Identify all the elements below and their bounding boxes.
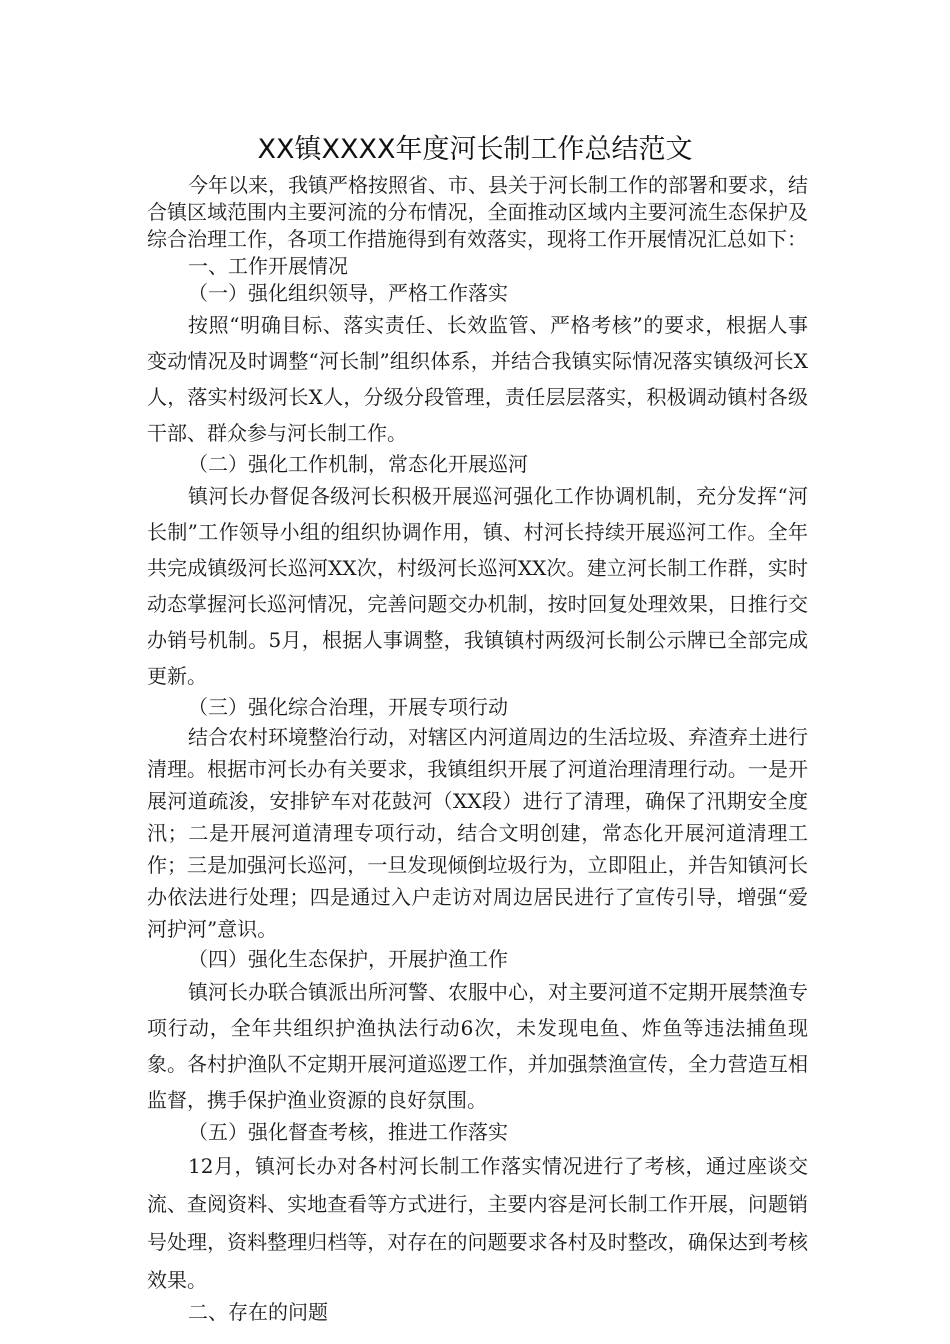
body-paragraph-2: 镇河长办督促各级河长积极开展巡河强化工作协调机制，充分发挥“河长制”工作领导小组的组织协调作用，镇、村河长持续开展巡河工作。全年共完成镇级河长巡河XX次，村级河长巡河XX次。建立河长制工作群，实时动态掌握河长巡河情况，完善问题交办机制，按时回复处理效果，日推行交办销号机制。5月，根据人事调整，我镇镇村两级河长制公示牌已全部完成更新。 (147, 484, 808, 688)
subsection-heading-3: （三）强化综合治理，开展专项行动 (188, 695, 508, 719)
body-paragraph-1: 按照“明确目标、落实责任、长效监管、严格考核”的要求，根据人事变动情况及时调整“河长制”组织体系，并结合我镇实际情况落实镇级河长X人，落实村级河长X人，分级分段管理，责任层层落实，积极调动镇村各级干部、群众参与河长制工作。 (147, 313, 808, 445)
intro-paragraph: 今年以来，我镇严格按照省、市、县关于河长制工作的部署和要求，结合镇区域范围内主要河流的分布情况，全面推动区域内主要河流生态保护及综合治理工作，各项工作措施得到有效落实，现将工作开展情况汇总如下： (147, 173, 808, 251)
body-paragraph-3: 结合农村环境整治行动，对辖区内河道周边的生活垃圾、弃渣弃土进行清理。根据市河长办有关要求，我镇组织开展了河道治理清理行动。一是开展河道疏浚，安排铲车对花鼓河（XX段）进行了清理，确保了汛期安全度汛；二是开展河道清理专项行动，结合文明创建，常态化开展河道清理工作；三是加强河长巡河，一旦发现倾倒垃圾行为，立即阻止，并告知镇河长办依法进行处理；四是通过入户走访对周边居民进行了宣传引导，增强“爱河护河”意识。 (147, 725, 808, 941)
body-paragraph-5: 12月，镇河长办对各村河长制工作落实情况进行了考核，通过座谈交流、查阅资料、实地查看等方式进行，主要内容是河长制工作开展，问题销号处理，资料整理归档等，对存在的问题要求各村及时整改，确保达到考核效果。 (147, 1154, 808, 1292)
subsection-heading-1: （一）强化组织领导，严格工作落实 (188, 281, 508, 305)
document-title: XX镇XXXX年度河长制工作总结范文 (257, 134, 693, 165)
subsection-heading-4: （四）强化生态保护，开展护渔工作 (188, 947, 508, 971)
document-body (147, 172, 808, 1326)
section-heading-2: 二、存在的问题 (188, 1300, 328, 1324)
subsection-heading-2: （二）强化工作机制，常态化开展巡河 (188, 452, 528, 476)
body-paragraph-4: 镇河长办联合镇派出所河警、农服中心，对主要河道不定期开展禁渔专项行动，全年共组织护渔执法行动6次，未发现电鱼、炸鱼等违法捕鱼现象。各村护渔队不定期开展河道巡逻工作，并加强禁渔宣传，全力营造互相监督，携手保护渔业资源的良好氛围。 (147, 980, 808, 1112)
subsection-heading-5: （五）强化督查考核，推进工作落实 (188, 1120, 508, 1144)
section-heading-1: 一、工作开展情况 (188, 254, 348, 278)
